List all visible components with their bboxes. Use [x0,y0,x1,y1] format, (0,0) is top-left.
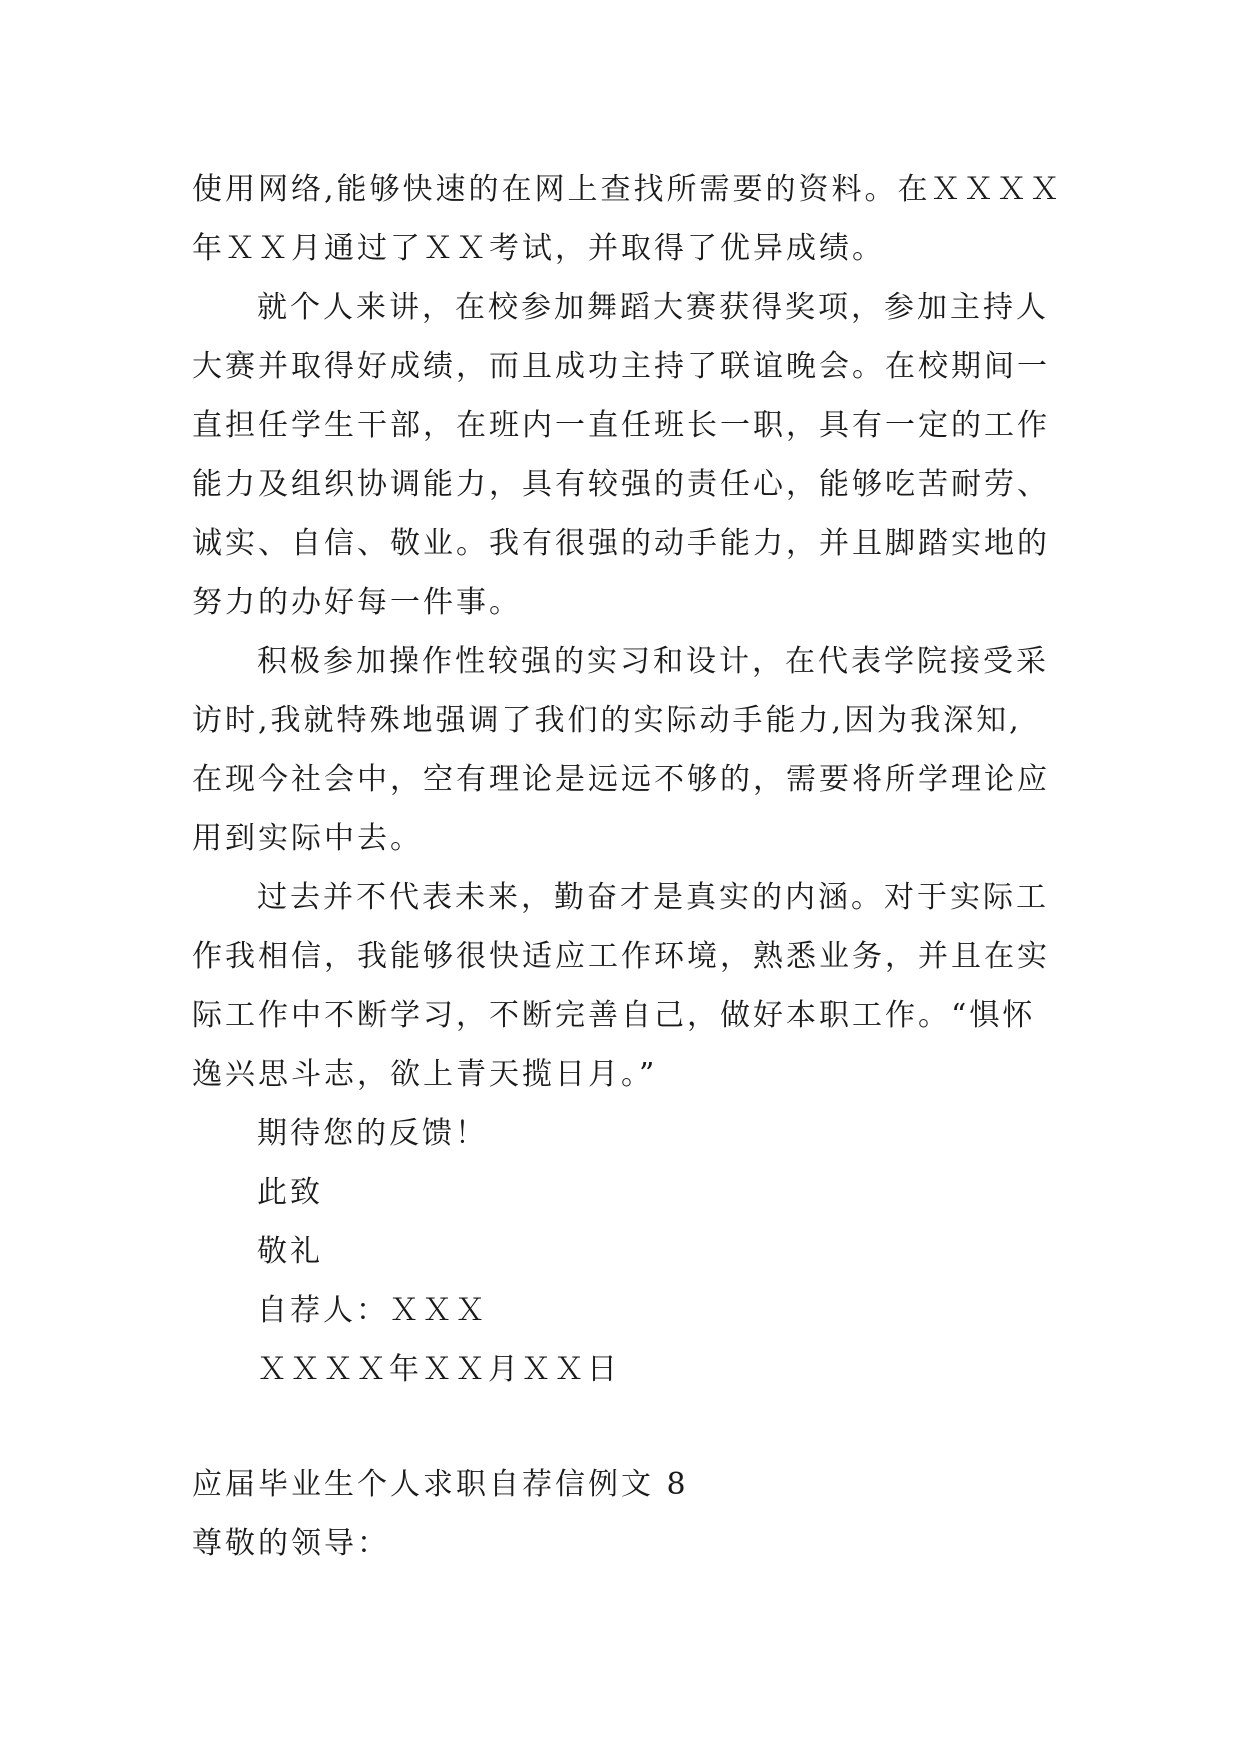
closing-date: ＸＸＸＸ年ＸＸ月ＸＸ日 [257,1352,620,1387]
body-line-9: 积极参加操作性较强的实习和设计，在代表学院接受采 [257,644,1049,679]
body-line-11: 在现今社会中，空有理论是远远不够的，需要将所学理论应 [192,762,1050,797]
body-line-8: 努力的办好每一件事。 [192,585,522,620]
section-greeting: 尊敬的领导： [192,1526,390,1561]
body-line-1: 使用网络,能够快速的在网上查找所需要的资料。在ＸＸＸＸ [192,172,1063,207]
section-gap [192,1399,1072,1455]
closing-signer: 自荐人：ＸＸＸ [257,1293,488,1328]
closing-salutation-2: 敬礼 [257,1234,323,1269]
body-line-14: 作我相信，我能够很快适应工作环境，熟悉业务，并且在实 [192,939,1050,974]
letter-body [192,160,1072,1573]
body-line-6: 能力及组织协调能力，具有较强的责任心，能够吃苦耐劳、 [192,467,1050,502]
body-line-4: 大赛并取得好成绩，而且成功主持了联谊晚会。在校期间一 [192,349,1050,384]
closing-expect: 期待您的反馈！ [257,1116,488,1151]
section-title: 应届毕业生个人求职自荐信例文 8 [192,1467,689,1502]
body-line-15: 际工作中不断学习，不断完善自己，做好本职工作。“惧怀 [192,998,1036,1033]
body-line-3: 就个人来讲，在校参加舞蹈大赛获得奖项，参加主持人 [257,290,1049,325]
body-line-7: 诚实、自信、敬业。我有很强的动手能力，并且脚踏实地的 [192,526,1050,561]
body-line-13: 过去并不代表未来，勤奋才是真实的内涵。对于实际工 [257,880,1049,915]
body-line-2: 年ＸＸ月通过了ＸＸ考试，并取得了优异成绩。 [192,231,885,266]
body-line-16: 逸兴思斗志，欲上青天揽日月。” [192,1057,658,1092]
body-line-10: 访时,我就特殊地强调了我们的实际动手能力,因为我深知, [192,703,1022,738]
closing-salutation-1: 此致 [257,1175,323,1210]
body-line-5: 直担任学生干部，在班内一直任班长一职，具有一定的工作 [192,408,1050,443]
body-line-12: 用到实际中去。 [192,821,423,856]
